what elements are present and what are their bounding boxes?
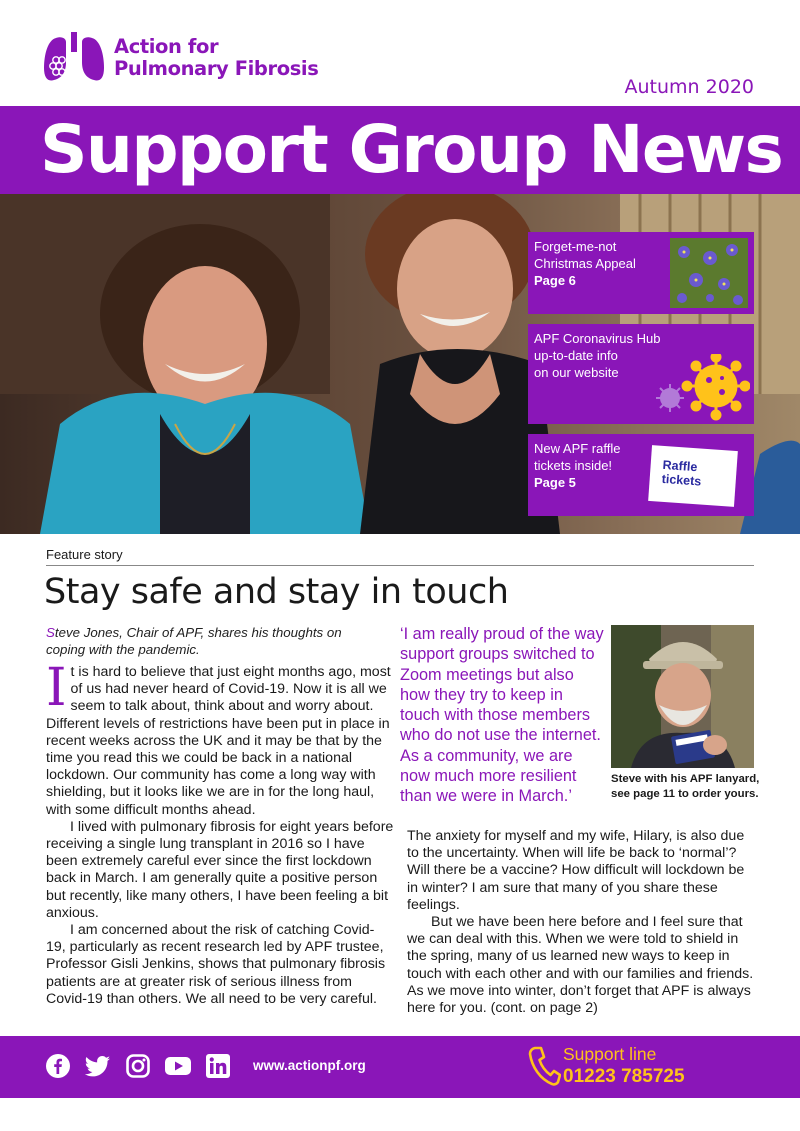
twitter-icon[interactable] (85, 1054, 111, 1078)
logo-wordmark (114, 36, 318, 80)
article-paragraph: I am concerned about the risk of catching Covid-19, particularly as recent research led by APF trustee, Professor Gisli Jenkins, shows that pulmonary fibrosis patients are at greater risk of serious illness from Covid-19 than others. We all need to be very careful. (46, 922, 386, 1007)
promo-line: Forget-me-not (534, 239, 617, 254)
promo-page-ref: Page 6 (534, 273, 576, 288)
byline-line-1: teve Jones, Chair of APF, shares his thoughts on (54, 625, 342, 640)
feature-byline (46, 624, 386, 658)
promo-line: APF Coronavirus Hub (534, 331, 661, 346)
caption-line-2: see page 11 to order yours. (611, 788, 759, 800)
apf-logo[interactable] (44, 32, 318, 84)
website-link[interactable]: www.actionpf.org (253, 1058, 366, 1073)
byline-line-2: coping with the pandemic. (46, 642, 200, 657)
promo-line: on our website (534, 365, 619, 380)
issue-date: Autumn 2020 (624, 76, 754, 98)
article-paragraph: The anxiety for myself and my wife, Hilary, is also due to the uncertainty. When will life be back to ‘normal’? Will there be a vaccine? How difficult will lockdown be in winter? I am sure that many of you share these feelings. (407, 828, 745, 913)
caption-line-1: Steve with his APF lanyard, (611, 773, 760, 785)
article-paragraph (46, 658, 394, 819)
promo-christmas-text (534, 238, 636, 289)
linkedin-icon[interactable] (206, 1054, 230, 1078)
newsletter-title: Support Group News (40, 111, 783, 188)
byline-initial: S (46, 625, 55, 640)
article-right-column (407, 828, 757, 1017)
footer-bar (0, 1036, 800, 1098)
paragraph-text: t is hard to believe that just eight months ago, most of us had never heard of Covid-19. Now it is all we seem to talk about, think about and worry about. Different levels of restrictions have been put in place in recent weeks across the UK and it may be that by the time you read this we could be back in a national lockdown. Our community has come a long way with shielding, but it looks like we are in for the long haul, with some difficult months ahead. (46, 664, 391, 818)
promo-page-ref: Page 5 (534, 475, 576, 490)
drop-cap: I (46, 658, 67, 718)
youtube-icon[interactable] (165, 1054, 191, 1078)
photo-caption (611, 772, 761, 802)
promo-line: up-to-date info (534, 348, 618, 363)
masthead-banner (0, 106, 800, 194)
promo-raffle-text (534, 440, 620, 491)
support-phone-number[interactable]: 01223 785725 (563, 1066, 685, 1087)
promo-coronavirus-hub[interactable] (528, 324, 754, 424)
promo-line: New APF raffle (534, 441, 621, 456)
support-line-label: Support line (563, 1044, 657, 1064)
section-label: Feature story (46, 547, 123, 562)
raffle-line: tickets (661, 471, 702, 489)
pull-quote: ‘I am really proud of the way support groups switched to Zoom meetings but also how they try to keep in touch with those members who do not use the internet. As a community, we are now much more resilient than we were in March.’ (400, 625, 604, 806)
promo-coronavirus-text (534, 330, 660, 381)
article-paragraph: But we have been here before and I feel sure that we can deal with this. When we were told to shield in the spring, many of us learned new ways to keep in touch with each other and with our families and friends. As we move into winter, don’t forget that APF is always here for you. (cont. on page 2) (407, 914, 754, 1017)
lungs-icon (44, 32, 104, 84)
feature-headline: Stay safe and stay in touch (44, 572, 509, 612)
article-paragraph: I lived with pulmonary fibrosis for eight years before receiving a single lung transplant in 2016 so I have been extremely careful ever since the first lockdown back in March. I am generally quite a positive person but recently, like many others, I have been feeling a bit anxious. (46, 818, 394, 921)
raffle-ticket-graphic (648, 445, 738, 507)
virus-icon (654, 354, 750, 422)
forget-me-not-photo (670, 238, 748, 308)
instagram-icon[interactable] (126, 1054, 150, 1078)
phone-icon (527, 1044, 561, 1088)
promo-christmas-appeal[interactable] (528, 232, 754, 314)
promo-line: tickets inside! (534, 458, 613, 473)
logo-line-2: Pulmonary Fibrosis (114, 57, 319, 80)
logo-line-1: Action for (114, 35, 219, 58)
article-left-column (46, 658, 394, 1008)
section-divider (46, 565, 754, 566)
raffle-line: Raffle (662, 457, 698, 475)
promo-line: Christmas Appeal (534, 256, 636, 271)
promo-raffle-tickets[interactable] (528, 434, 754, 516)
facebook-icon[interactable] (46, 1054, 70, 1078)
steve-jones-photo (611, 625, 754, 768)
raffle-ticket-label (661, 458, 702, 489)
